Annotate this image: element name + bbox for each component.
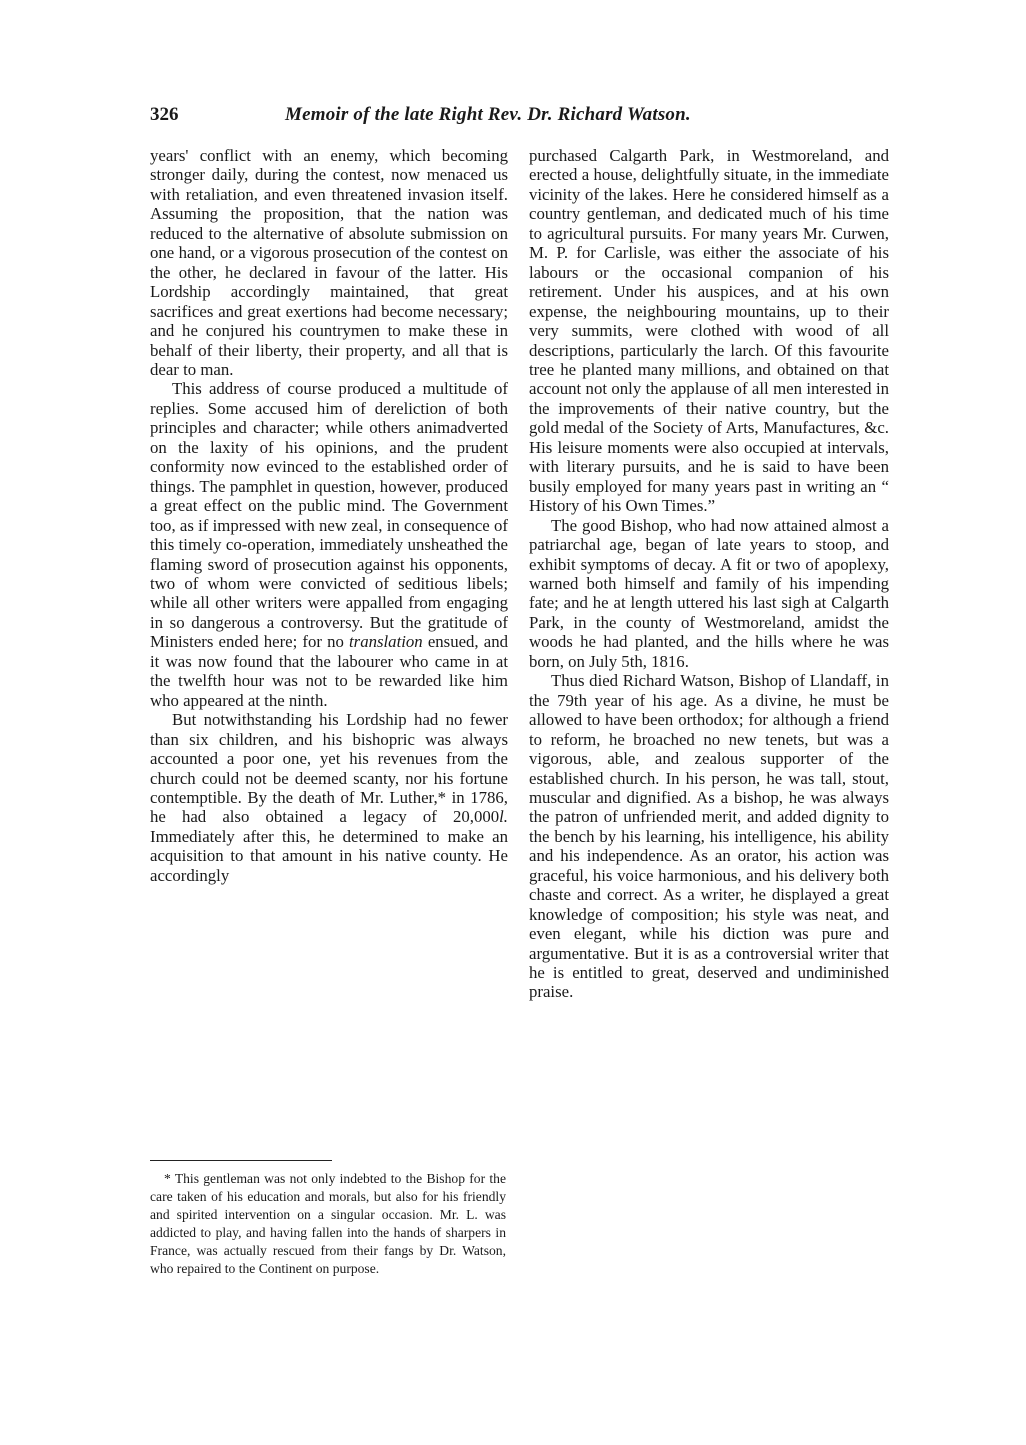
paragraph-text: ensued, and it was now found that the labourer who came in at the twelfth hour was not to be rewarded like him who appeared at the ninth. <box>150 632 508 710</box>
right-column <box>529 146 889 1002</box>
paragraph: Thus died Richard Watson, Bishop of Llandaff, in the 79th year of his age. As a divine, he must be allowed to have been orthodox; for although a friend to reform, he broached no new tenets, but was a vigorous, able, and zealous supporter of the established church. In his person, he was tall, stout, muscular and dignified. As a bishop, he was always the patron of unfriended merit, and added dignity to the bench by his learning, his intelligence, his ability and his independence. As an orator, his action was graceful, his voice harmonious, and his delivery both chaste and correct. As a writer, he displayed a great knowledge of composition; his style was neat, and even elegant, while his diction was pure and argumentative. But it is as a controversial writer that he is entitled to great, deserved and undiminished praise. <box>529 671 889 1002</box>
page-number: 326 <box>150 104 179 125</box>
paragraph-text: This address of course produced a multitude of replies. Some accused him of dereliction of both principles and character; while others animadverted on the laxity of his opinions, and the prudent conformity now evinced to the established order of things. The pamphlet in question, however, produced a great effect on the public mind. The Government too, as if impressed with new zeal, in consequence of this timely co-operation, immediately unsheathed the flaming sword of prosecution against his opponents, two of whom were convicted of seditious libels; while all other writers were appalled from engaging in so dangerous a controversy. But the gratitude of Ministers ended here; for no <box>150 379 508 652</box>
paragraph <box>150 379 508 710</box>
paragraph-text: Immediately after this, he determined to make an acquisition to that amount in his native county. He accordingly <box>150 826 508 885</box>
paragraph <box>150 710 508 885</box>
paragraph-text: But notwithstanding his Lordship had no fewer than six children, and his bishopric was always accounted a poor one, yet his revenues from the church could not be deemed scanty, nor his fortune contemptible. By the death of Mr. Luther,* in 1786, he had also obtained a legacy of 20,000 <box>150 710 508 827</box>
paragraph: years' conflict with an enemy, which becoming stronger daily, during the contest, now menaced us with retaliation, and even threatened invasion itself. Assuming the proposition, that the nation was reduced to the alternative of absolute submission on one hand, or a vigorous prosecution of the contest on the other, he declared in favour of the latter. His Lordship accordingly maintained, that great sacrifices and great exertions had become necessary; and he conjured his countrymen to make these in behalf of their liberty, their property, and all that is dear to man. <box>150 146 508 379</box>
left-column <box>150 146 508 885</box>
italic-word: l. <box>499 807 508 827</box>
footnote-text: * This gentleman was not only indebted to the Bishop for the care taken of his education and morals, but also for his friendly and spirited intervention on a singular occasion. Mr. L. was addicted to play, and having fallen into the hands of sharpers in France, was actually rescued from their fangs by Dr. Watson, who repaired to the Continent on purpose. <box>150 1171 506 1277</box>
italic-word: translation <box>349 632 423 652</box>
paragraph: purchased Calgarth Park, in Westmoreland, and erected a house, delightfully situate, in the immediate vicinity of the lakes. Here he considered himself as a country gentleman, and dedicated much of his time to agricultural pursuits. For many years Mr. Curwen, M. P. for Carlisle, was either the associate of his labours or the occasional companion of his retirement. Under his auspices, and at his own expense, the neighbouring mountains, up to their very summits, were clothed with wood of all descriptions, particularly the larch. Of this favourite tree he planted many millions, and obtained on that account not only the applause of all men interested in the improvements of their native country, but the gold medal of the Society of Arts, Manufactures, &c. His leisure moments were also occupied at intervals, with literary pursuits, and he is said to have been busily employed for many years past in writing an “ History of his Own Times.” <box>529 146 889 516</box>
footnote-divider <box>150 1160 332 1161</box>
running-head <box>150 104 890 128</box>
page-title: Memoir of the late Right Rev. Dr. Richard Watson. <box>285 104 691 125</box>
footnote <box>150 1170 506 1279</box>
paragraph: The good Bishop, who had now attained almost a patriarchal age, began of late years to stoop, and exhibit symptoms of decay. A fit or two of apoplexy, warned both himself and family of his impending fate; and he at length uttered his last sigh at Calgarth Park, in the county of Westmoreland, amidst the woods he had planted, and the hills where he was born, on July 5th, 1816. <box>529 515 889 671</box>
